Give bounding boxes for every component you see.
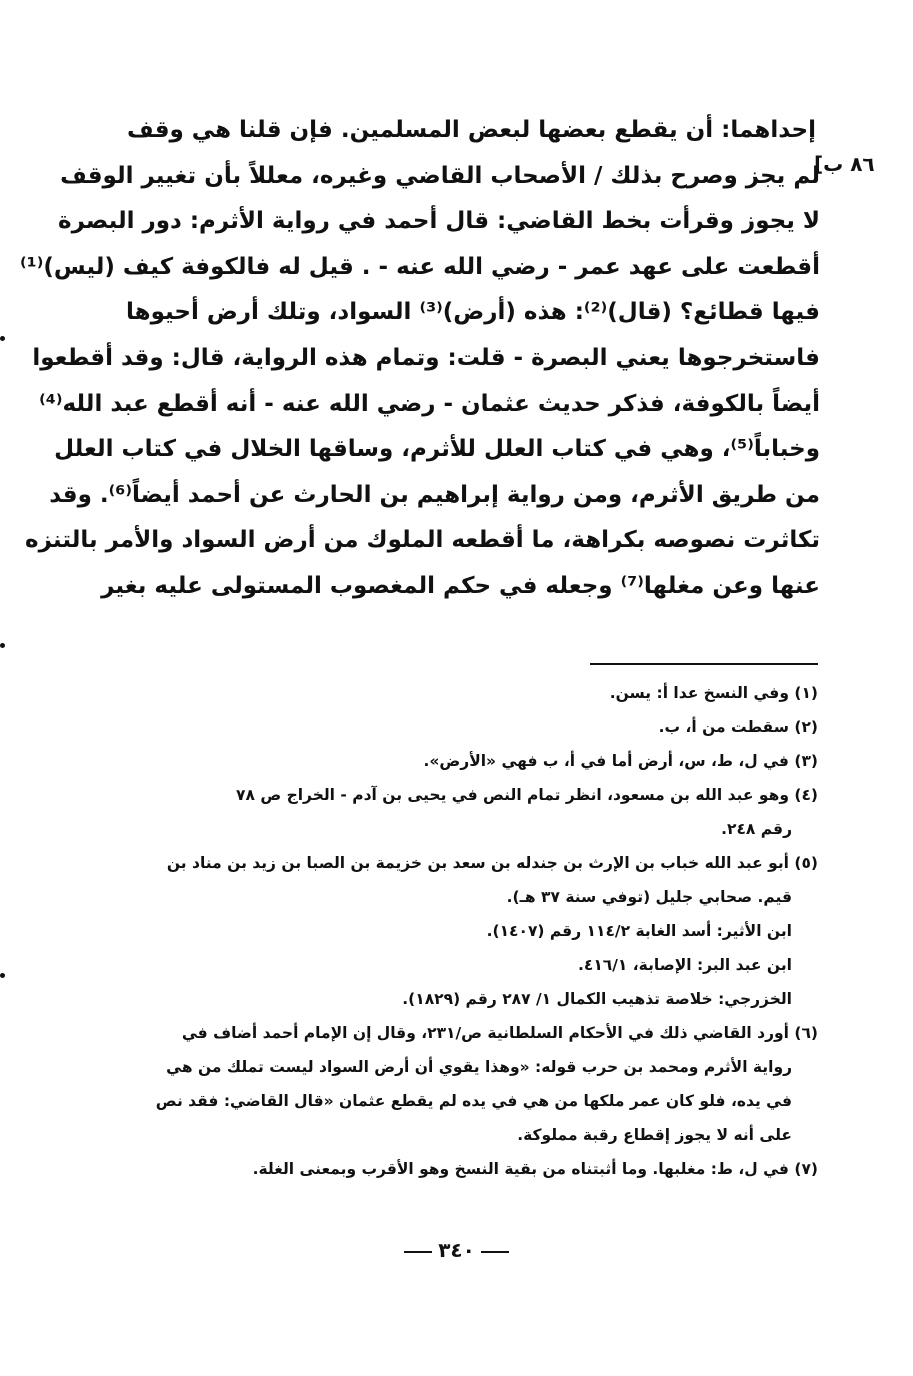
body-line: لا يجوز وقرأت بخط القاضي: قال أحمد في رواية الأثرم: دور البصرة	[58, 208, 820, 235]
body-line: أقطعت على عهد عمر - رضي الله عنه - . قيل له فالكوفة كيف (ليس)⁽¹⁾	[20, 253, 820, 280]
footnote-line: (٦) أورد القاضي ذلك في الأحكام السلطانية ص/٢٣١، وقال إن الإمام أحمد أضاف في	[181, 1024, 818, 1042]
footnote-line: (٧) في ل، ط: مغلبها. وما أثبتناه من بقية النسخ وهو الأقرب وبمعنى الغلة.	[252, 1160, 818, 1178]
dash-decoration	[481, 1251, 509, 1253]
footnote-separator	[590, 663, 818, 665]
margin-folio-note: ٨٦ ب]	[814, 152, 875, 176]
body-line: من طريق الأثرم، ومن رواية إبراهيم بن الحارث عن أحمد أيضاً⁽⁶⁾. وقد	[49, 481, 820, 508]
body-line: إحداهما: أن يقطع بعضها لبعض المسلمين. فإن قلنا هي وقف	[127, 117, 816, 143]
body-line: فاستخرجوها يعني البصرة - قلت: وتمام هذه الرواية، قال: وقد أقطعوا	[32, 344, 820, 371]
footnote-line: (٤) وهو عبد الله بن مسعود، انظر تمام النص في يحيى بن آدم - الخراج ص ٧٨	[236, 786, 818, 804]
dash-decoration	[404, 1251, 432, 1253]
page-number-row	[0, 1238, 913, 1262]
footnote-line: قيم. صحابي جليل (توفي سنة ٣٧ هـ).	[506, 888, 792, 906]
scan-edge-mark	[0, 973, 5, 978]
footnote-line: رواية الأثرم ومحمد بن حرب قوله: «وهذا يقوي أن أرض السواد ليست تملك من هي	[166, 1058, 792, 1076]
footnote-line: (٣) في ل، ط، س، أرض أما في أ، ب فهي «الأرض».	[423, 752, 818, 770]
scan-edge-mark	[0, 336, 5, 341]
footnote-line: (٢) سقطت من أ، ب.	[658, 718, 818, 736]
footnote-line: في يده، فلو كان عمر ملكها من هي في يده لم يقطع عثمان «قال القاضي: فقد نص	[155, 1092, 792, 1110]
body-line: وخباباً⁽⁵⁾، وهي في كتاب العلل للأثرم، وساقها الخلال في كتاب العلل	[54, 436, 820, 463]
footnote-line: (١) وفي النسخ عدا أ: يسن.	[609, 684, 818, 702]
footnote-line: رقم ٢٤٨.	[721, 820, 792, 838]
body-line: فيها قطائع؟ (قال)⁽²⁾: هذه (أرض)⁽³⁾ السواد، وتلك أرض أحيوها	[126, 299, 820, 326]
body-line: تكاثرت نصوصه بكراهة، ما أقطعه الملوك من أرض السواد والأمر بالتنزه	[25, 527, 820, 554]
footnote-line: على أنه لا يجوز إقطاع رقبة مملوكة.	[517, 1126, 792, 1144]
main-text	[20, 108, 820, 610]
footnote-line: ابن عبد البر: الإصابة، ٤١٦/١.	[577, 956, 792, 974]
body-line: أيضاً بالكوفة، فذكر حديث عثمان - رضي الله عنه - أنه أقطع عبد الله⁽⁴⁾	[39, 390, 820, 417]
body-line: لم يجز وصرح بذلك / الأصحاب القاضي وغيره، معللاً بأن تغيير الوقف	[60, 162, 820, 189]
footnotes	[112, 676, 818, 1186]
scan-edge-mark	[0, 643, 5, 648]
footnote-line: الخزرجي: خلاصة تذهيب الكمال ١/ ٢٨٧ رقم (١٨٢٩).	[402, 990, 792, 1008]
footnote-line: ابن الأثير: أسد الغابة ١١٤/٢ رقم (١٤٠٧).	[486, 922, 792, 940]
footnote-line: (٥) أبو عبد الله خباب بن الإرث بن جندله بن سعد بن خزيمة بن الصبا بن زيد بن مناد بن	[166, 854, 818, 872]
body-line: عنها وعن مغلها⁽⁷⁾ وجعله في حكم المغصوب المستولى عليه بغير	[101, 572, 820, 599]
page-number: ٣٤٠	[438, 1238, 475, 1262]
